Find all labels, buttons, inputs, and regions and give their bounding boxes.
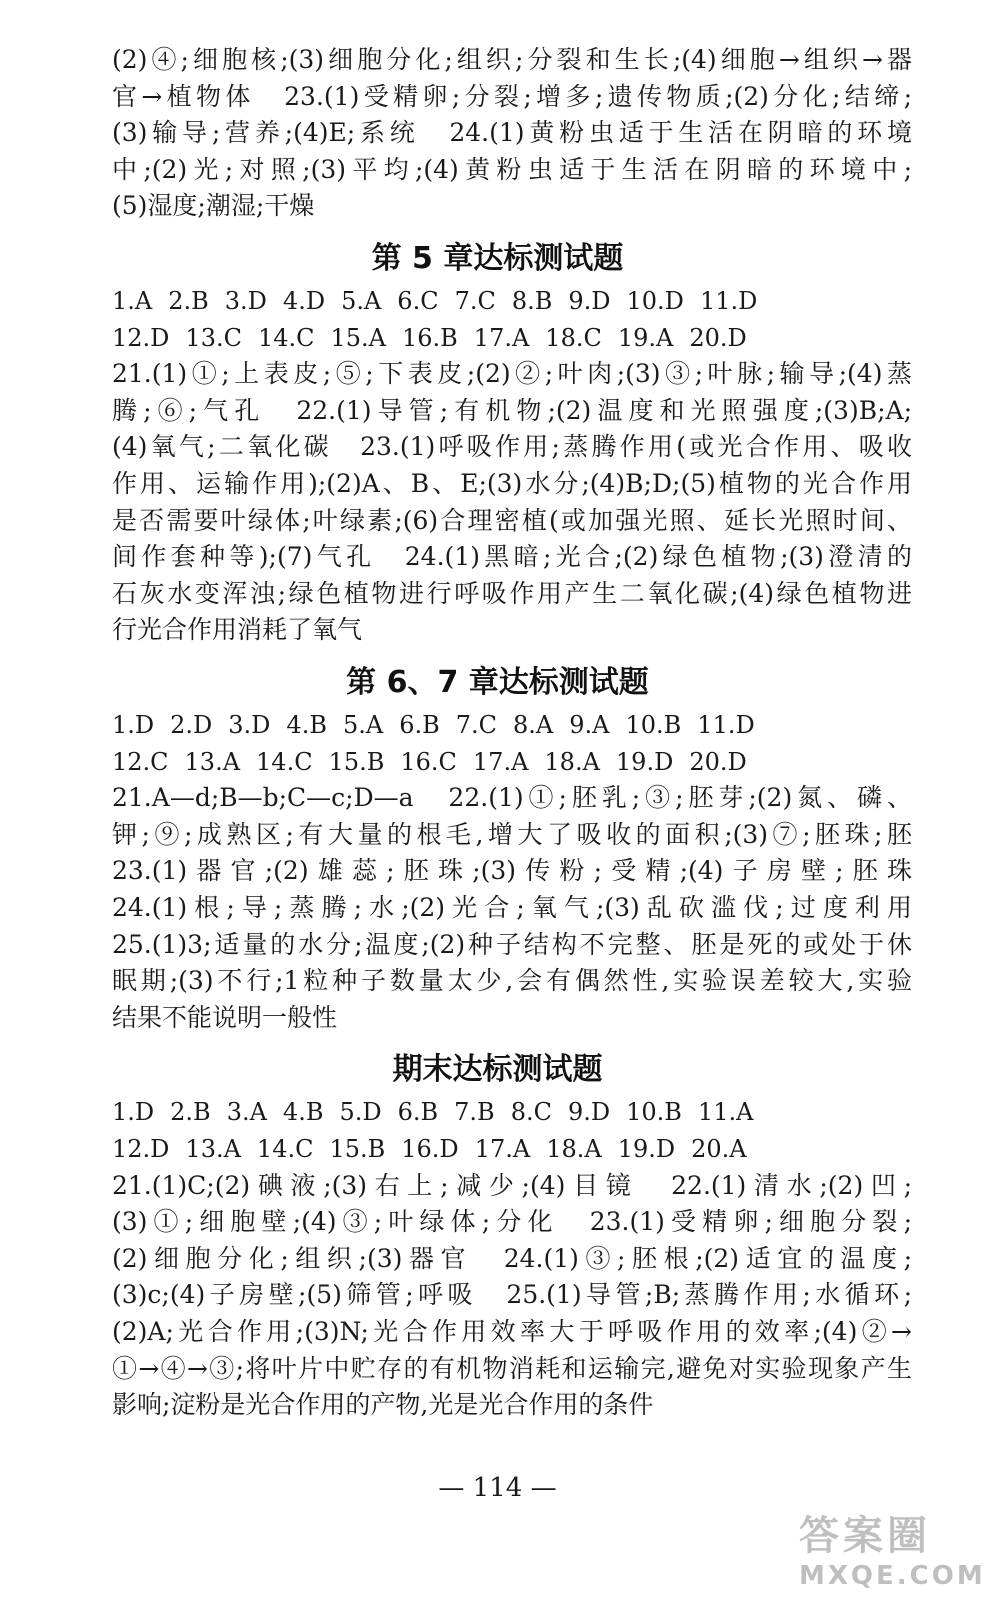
watermark-logo-text: 答案圈 [799,1513,931,1559]
text-line: 25.(1)3;适量的水分;温度;(2)种子结构不完整、胚是死的或处于休 [112,929,912,959]
text-line: (2)A;光合作用;(3)N;光合作用效率大于呼吸作用的效率;(4)②→ [112,1317,912,1346]
answer-item: 12.C [112,747,169,776]
answer-item: 2.B [168,287,209,315]
answer-item: 3.D [228,711,271,739]
text-line: 23.(1)器官;(2)雄蕊;胚珠;(3)传粉;受精;(4)子房壁;胚珠 [112,856,912,886]
answer-item: 2.B [170,1098,211,1127]
answer-item: 3.A [226,1098,267,1127]
answer-item: 8.A [513,711,554,739]
answer-item: 10.B [625,711,682,739]
answer-item: 15.B [328,747,385,776]
answer-item: 17.A [472,747,529,776]
text-line: 24.(1)根;导;蒸腾;水;(2)光合;氧气;(3)乱砍滥伐;过度利用 [112,893,912,922]
answer-item: 19.D [617,1135,676,1163]
site-watermark [799,1504,989,1594]
answer-item: 7.C [455,711,498,739]
text-line: (3)输导;营养;(4)E;系统 24.(1)黄粉虫适于生活在阴暗的环境 [112,118,912,148]
answer-item: 16.D [401,1135,459,1163]
text-line: 官→植物体 23.(1)受精卵;分裂;增多;遗传物质;(2)分化;结缔; [112,81,912,111]
answer-item: 20.D [689,323,747,352]
answer-item: 5.A [341,287,382,315]
answer-row [112,1131,922,1167]
text-line: 结果不能说明一般性 [112,1002,338,1032]
answer-item: 7.C [454,287,496,315]
answer-item: 14.C [256,747,313,776]
answer-row [112,707,922,743]
watermark-url: MXQE.COM [799,1561,986,1591]
text-line: 21.A—d;B—b;C—c;D—a 22.(1)①;胚乳;③;胚芽;(2)氮、磷、 [112,783,912,813]
answer-item: 13.A [185,1135,241,1163]
answer-item: 9.A [569,711,610,739]
answer-item: 5.A [342,711,384,739]
answer-item: 1.A [112,287,153,315]
answer-item: 8.B [511,287,553,315]
text-line: 腾;⑥;气孔 22.(1)导管;有机物;(2)温度和光照强度;(3)B;A; [112,395,912,425]
text-line: 间作套种等);(7)气孔 24.(1)黑暗;光合;(2)绿色植物;(3)澄清的 [112,542,912,572]
answer-item: 17.A [474,1135,531,1163]
text-line: (5)湿度;潮湿;干燥 [112,191,315,221]
answer-item: 20.D [689,747,747,776]
answer-item: 12.D [112,1135,170,1163]
answer-item: 7.B [454,1098,495,1127]
answer-item: 9.D [568,287,611,315]
page-number: — 114 — [438,1473,557,1503]
answer-item: 11.A [697,1098,754,1127]
section-title: 第 5 章达标测试题 [371,241,624,276]
text-line: ①→④→③;将叶片中贮存的有机物消耗和运输完,避免对实验现象产生 [112,1353,912,1383]
answer-item: 1.D [112,711,155,739]
answer-item: 4.B [282,1098,324,1127]
answer-row [112,283,922,319]
section-title: 第 6、7 章达标测试题 [346,665,649,700]
text-line: 石灰水变浑浊;绿色植物进行呼吸作用产生二氧化碳;(4)绿色植物进 [112,578,912,608]
text-line: 眠期;(3)不行;1粒种子数量太少,会有偶然性,实验误差较大,实验 [112,966,912,996]
answer-item: 2.D [170,711,213,739]
answer-row [112,1094,922,1130]
answer-item: 8.C [510,1098,552,1127]
answer-item: 9.D [567,1098,611,1127]
section-title: 期末达标测试题 [392,1052,603,1088]
text-line: 钾;⑨;成熟区;有大量的根毛,增大了吸收的面积;(3)⑦;胚珠;胚 [112,819,912,849]
answer-item: 17.A [473,323,530,352]
text-line: 21.(1)C;(2)碘液;(3)右上;减少;(4)目镜 22.(1)清水;(2)凹; [112,1170,912,1200]
answer-item: 11.D [699,287,758,315]
text-line: 影响;淀粉是光合作用的产物,光是光合作用的条件 [112,1390,654,1420]
text-line: (2)④;细胞核;(3)细胞分化;组织;分裂和生长;(4)细胞→组织→器 [112,45,912,74]
answer-item: 5.D [339,1098,382,1127]
answer-row [112,744,922,780]
answer-item: 13.A [184,747,241,776]
answer-item: 12.D [112,323,170,352]
answer-item: 16.C [400,747,457,776]
answer-item: 18.A [544,747,600,776]
text-line: (3)c;(4)子房壁;(5)筛管;呼吸 25.(1)导管;B;蒸腾作用;水循环; [112,1280,912,1310]
answer-item: 6.C [397,287,439,315]
answer-item: 4.D [282,287,326,315]
answer-item: 14.C [256,1135,314,1163]
answer-item: 18.A [546,1135,602,1163]
text-line: (4)氧气;二氧化碳 23.(1)呼吸作用;蒸腾作用(或光合作用、吸收 [112,432,912,462]
text-line: 作用、运输作用);(2)A、B、E;(3)水分;(4)B;D;(5)植物的光合作用 [112,469,912,498]
answer-item: 13.C [185,323,242,352]
answer-item: 1.D [112,1098,155,1127]
text-line: 21.(1)①;上表皮;⑤;下表皮;(2)②;叶肉;(3)③;叶脉;输导;(4)蒸 [112,359,912,389]
answer-item: 19.D [615,747,674,776]
answer-item: 14.C [257,323,315,352]
text-line: (2)细胞分化;组织;(3)器官 24.(1)③;胚根;(2)适宜的温度; [112,1243,912,1273]
answer-item: 6.B [399,711,440,739]
answer-item: 18.C [545,323,602,352]
answer-item: 20.A [691,1135,747,1163]
answer-item: 16.B [401,323,458,352]
answer-item: 15.B [329,1135,386,1163]
text-line: 中;(2)光;对照;(3)平均;(4)黄粉虫适于生活在阴暗的环境中; [112,154,912,184]
text-line: 行光合作用消耗了氧气 [112,615,363,645]
answer-item: 10.B [626,1098,682,1127]
answer-item: 4.B [286,711,327,739]
text-line: 是否需要叶绿体;叶绿素;(6)合理密植(或加强光照、延长光照时间、 [112,505,912,535]
answer-row [112,320,922,356]
answer-item: 10.D [626,287,684,315]
answer-item: 15.A [330,323,386,352]
answer-item: 6.B [397,1098,439,1127]
text-line: (3)①;细胞壁;(4)③;叶绿体;分化 23.(1)受精卵;细胞分裂; [112,1207,912,1237]
answer-item: 3.D [224,287,267,315]
answer-item: 19.A [617,323,674,352]
answer-item: 11.D [697,711,755,739]
